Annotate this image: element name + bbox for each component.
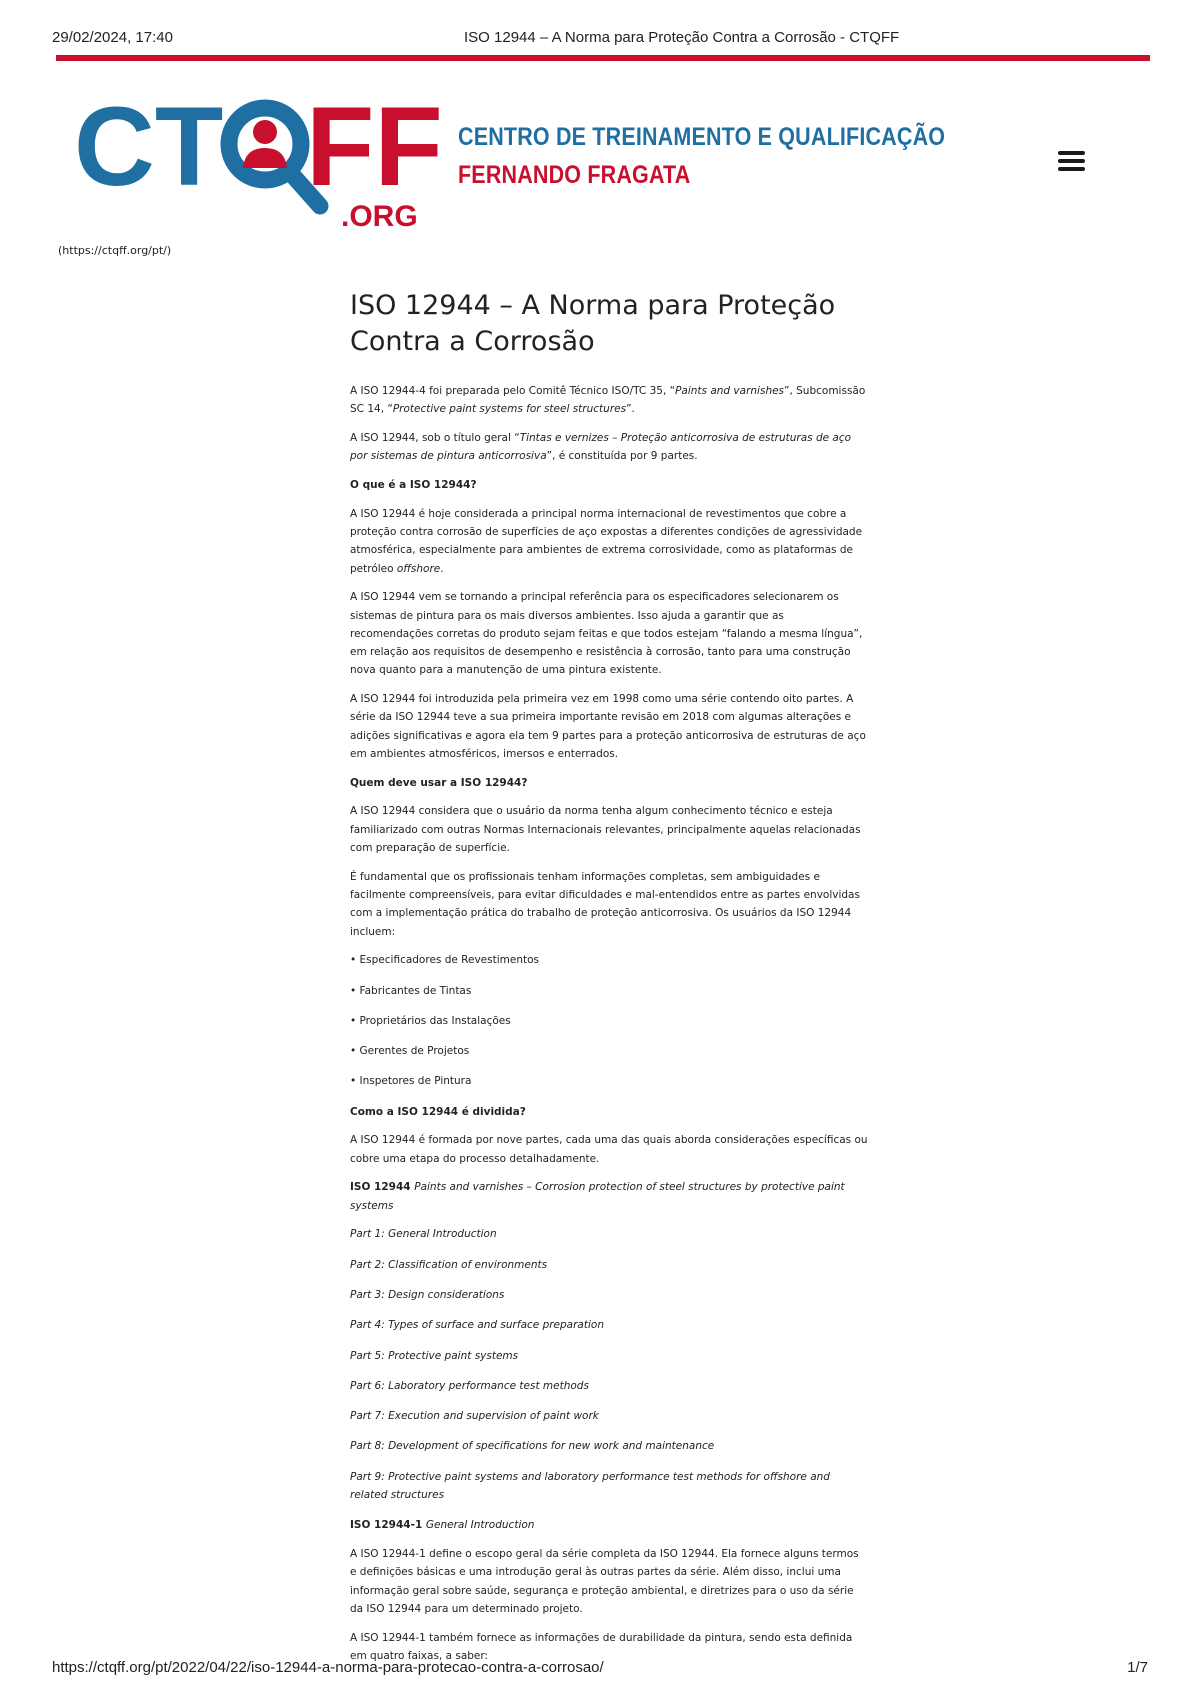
section-heading: ISO 12944-1 General Introduction <box>350 1519 535 1532</box>
paragraph: A ISO 12944 é formada por nove partes, cada uma das quais aborda considerações específicas ou cobre uma etapa do processo detalhadamente. <box>350 1134 868 1165</box>
list-item: • Proprietários das Instalações <box>350 1014 511 1027</box>
list-item: Part 4: Types of surface and surface preparation <box>350 1319 604 1332</box>
paragraph: A ISO 12944-1 define o escopo geral da série completa da ISO 12944. Ela fornece alguns termos e definições básicas e uma introdução geral às outras partes da série. Além disso, inclui uma informação geral sobre saúde, segurança e proteção ambiental, e diretrizes para o uso da série da ISO 12944 para um determinado projeto. <box>350 1548 859 1615</box>
list-item: • Especificadores de Revestimentos <box>350 954 539 967</box>
person-icon <box>253 120 277 144</box>
list-item: Part 2: Classification of environments <box>350 1258 548 1271</box>
list-item: • Fabricantes de Tintas <box>350 984 472 997</box>
svg-text:FF: FF <box>306 84 443 209</box>
paragraph: A ISO 12944 considera que o usuário da norma tenha algum conhecimento técnico e esteja familiarizado com outras Normas Internacionais relevantes, principalmente aquelas relacionadas com preparação de superfície. <box>350 805 861 854</box>
print-page-title: ISO 12944 – A Norma para Proteção Contra a Corrosão - CTQFF <box>464 29 900 46</box>
section-heading: O que é a ISO 12944? <box>350 478 477 491</box>
list-item: • Gerentes de Projetos <box>350 1045 470 1058</box>
page-number: 1/7 <box>1127 1659 1148 1676</box>
section-heading: Como a ISO 12944 é dividida? <box>350 1105 526 1118</box>
list-item: Part 8: Development of specifications for new work and maintenance <box>350 1440 715 1453</box>
section-heading: Quem deve usar a ISO 12944? <box>350 776 528 789</box>
list-item: Part 7: Execution and supervision of paint work <box>350 1410 599 1423</box>
print-url: https://ctqff.org/pt/2022/04/22/iso-12944-a-norma-para-protecao-contra-a-corrosao/ <box>52 1659 604 1676</box>
list-item: Part 1: General Introduction <box>350 1228 497 1241</box>
print-header <box>52 29 1148 51</box>
paragraph: É fundamental que os profissionais tenham informações completas, sem ambiguidades e facilmente compreensíveis, para evitar dificuldades e mal-entendidos entre as partes envolvidas com a implementação prática do trabalho de proteção anticorrosiva. Os usuários da ISO 12944 incluem: <box>350 870 860 938</box>
ctqff-logo-graphic <box>74 84 443 235</box>
list-item: Part 9: Protective paint systems and laboratory performance test methods for offshore and related structures <box>350 1470 830 1502</box>
paragraph: A ISO 12944 foi introduzida pela primeira vez em 1998 como uma série contendo oito partes. A série da ISO 12944 teve a sua primeira importante revisão em 2018 com algumas alterações e adições significativas e agora ela tem 9 partes para a proteção anticorrosiva de estruturas de aço em ambientes atmosféricos, imersos e enterrados. <box>350 693 866 760</box>
paragraph: A ISO 12944 é hoje considerada a principal norma internacional de revestimentos que cobre a proteção contra corrosão de superfícies de aço expostas a diferentes condições de agressividade atmosférica, especialmente para ambientes de extrema corrosividade, como as plataformas de petróleo offshore. <box>350 507 863 575</box>
logo-org-suffix: .ORG <box>341 200 418 233</box>
home-link[interactable]: (https://ctqff.org/pt/) <box>58 244 172 257</box>
brand-line-1: CENTRO DE TREINAMENTO E QUALIFICAÇÃO <box>458 123 946 151</box>
article <box>350 288 868 1676</box>
paragraph: A ISO 12944 vem se tornando a principal referência para os especificadores selecionarem os sistemas de pintura para os mais diversos ambientes. Isso ajuda a garantir que as recomendações corretas do produto sejam feitas e que todos estejam “falando a mesma língua”, em relação aos requisitos de desempenho e resistência à corrosão, tanto para uma construção nova quanto para a manutenção de uma pintura existente. <box>350 591 863 677</box>
paragraph: A ISO 12944-1 também fornece as informações de durabilidade da pintura, sendo esta definida em quatro faixas, a saber: <box>350 1631 853 1662</box>
paragraph: A ISO 12944, sob o título geral “Tintas e vernizes – Proteção anticorrosiva de estruturas de aço por sistemas de pintura anticorrosiva”, é constituída por 9 partes. <box>350 431 852 463</box>
article-title: ISO 12944 – A Norma para Proteção Contra a Corrosão <box>350 290 836 357</box>
brand-rule <box>56 55 1150 61</box>
list-item: Part 3: Design considerations <box>350 1288 505 1301</box>
list-item: Part 5: Protective paint systems <box>350 1349 519 1362</box>
brand-name <box>458 118 945 194</box>
brand-line-2: FERNANDO FRAGATA <box>458 161 691 189</box>
print-date: 29/02/2024, 17:40 <box>52 29 173 46</box>
hamburger-menu-icon[interactable] <box>1058 151 1085 173</box>
paragraph: A ISO 12944-4 foi preparada pelo Comitê Técnico ISO/TC 35, “Paints and varnishes”, Subcomissão SC 14, “Protective paint systems for steel structures”. <box>350 385 866 416</box>
ctqff-logo-link[interactable] <box>74 84 443 235</box>
list-item: • Inspetores de Pintura <box>350 1075 472 1088</box>
print-footer <box>52 1659 1148 1681</box>
list-item: Part 6: Laboratory performance test methods <box>350 1379 589 1392</box>
paragraph: ISO 12944 Paints and varnishes – Corrosion protection of steel structures by protective paint systems <box>350 1181 845 1212</box>
logo-letters: CT <box>74 84 224 209</box>
